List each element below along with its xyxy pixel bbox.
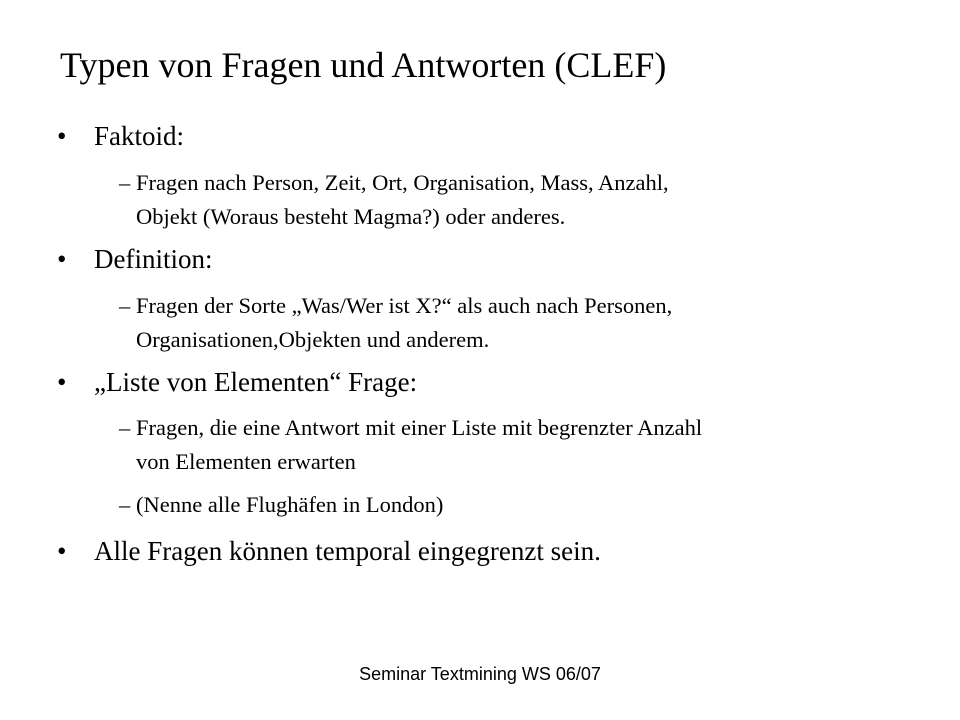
bullet-dot-icon: •	[57, 244, 67, 274]
sub-item-line: Fragen nach Person, Zeit, Ort, Organisation, Mass, Anzahl,	[136, 170, 669, 195]
sub-item-line: (Nenne alle Flughäfen in London)	[136, 492, 444, 517]
sub-item-line: Fragen, die eine Antwort mit einer Liste mit begrenzter Anzahl	[136, 415, 703, 440]
bullet-heading: Faktoid:	[94, 121, 185, 151]
dash-icon: –	[119, 415, 131, 440]
bullet-dot-icon: •	[57, 536, 67, 566]
slide-title: Typen von Fragen und Antworten (CLEF)	[60, 45, 667, 85]
bullet-heading: Alle Fragen können temporal eingegrenzt sein.	[94, 536, 601, 566]
bullet-heading: „Liste von Elementen“ Frage:	[94, 367, 418, 397]
sub-item-line: Objekt (Woraus besteht Magma?) oder anderes.	[136, 204, 566, 229]
dash-icon: –	[119, 492, 131, 517]
bullet-heading: Definition:	[94, 244, 213, 274]
sub-item-line: von Elementen erwarten	[136, 449, 356, 474]
sub-item-line: Organisationen,Objekten und anderem.	[136, 327, 490, 352]
dash-icon: –	[119, 293, 131, 318]
slide-footer: Seminar Textmining WS 06/07	[359, 664, 601, 684]
sub-item-line: Fragen der Sorte „Was/Wer ist X?“ als auch nach Personen,	[136, 293, 673, 318]
bullet-dot-icon: •	[57, 121, 67, 151]
dash-icon: –	[119, 170, 131, 195]
bullet-dot-icon: •	[57, 367, 67, 397]
